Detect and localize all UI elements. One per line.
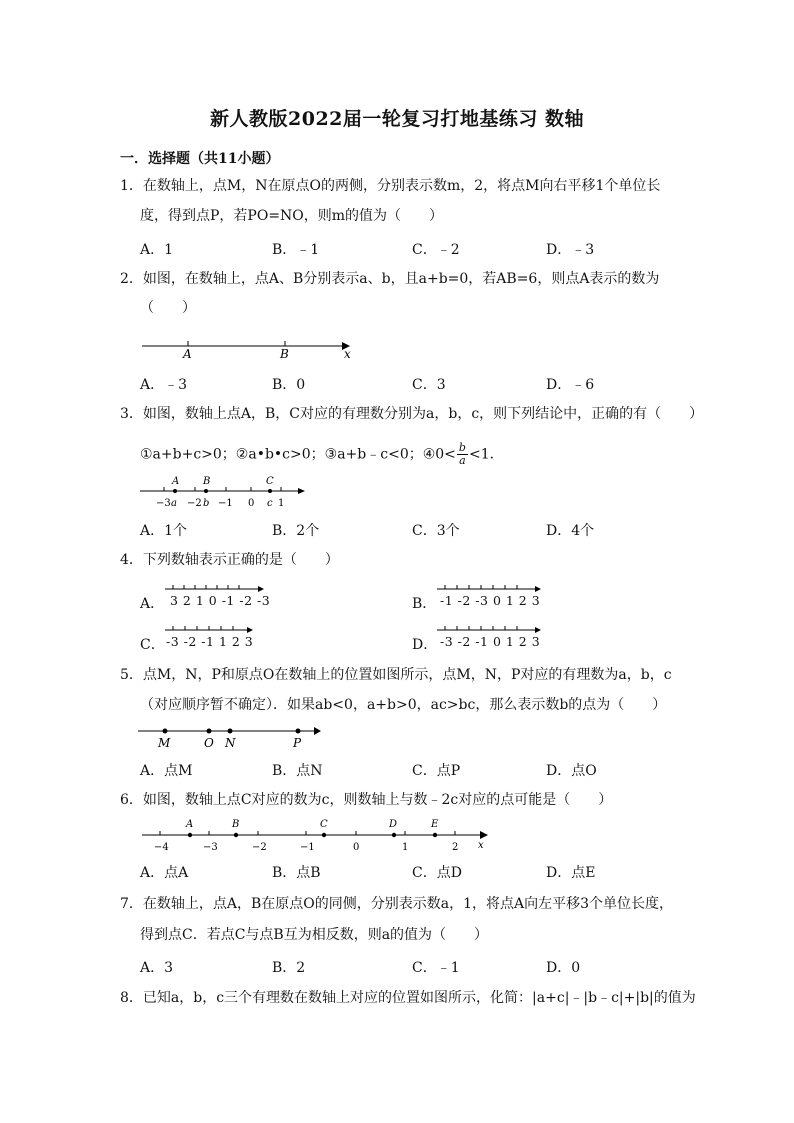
- q5-label-p: P: [293, 736, 302, 750]
- q2-line2: （ ）: [140, 300, 196, 316]
- q3-label-b: B: [203, 476, 211, 487]
- q3-line2: [140, 442, 504, 467]
- q6-tick-neg3: −3: [203, 842, 218, 853]
- q5-label-m: M: [158, 736, 171, 750]
- q6-option-a: A．点A: [140, 865, 189, 881]
- q4-line1: 4．下列数轴表示正确的是（ ）: [120, 552, 339, 568]
- q3-label-c: C: [266, 476, 274, 487]
- section-heading: 一．选择题（共11小题）: [120, 151, 280, 167]
- q6-option-c: C．点D: [412, 865, 462, 881]
- q2-option-d: D．﹣6: [546, 377, 595, 393]
- q5-number-line: [130, 722, 330, 752]
- q4-option-d: D．: [412, 637, 438, 653]
- q2-option-a: A．﹣3: [140, 377, 188, 393]
- q6-tick-neg4: −4: [154, 842, 169, 853]
- q5-label-o: O: [204, 736, 214, 750]
- q5-label-n: N: [225, 736, 236, 750]
- q4-option-c: C．: [140, 637, 165, 653]
- q7-option-d: D．0: [546, 960, 581, 976]
- q5-option-d: D．点O: [546, 763, 597, 779]
- q3-tick-neg3: −3: [156, 498, 171, 509]
- q3-fraction-numerator: b: [458, 441, 466, 454]
- q6-line1: 6．如图，数轴上点C对应的数为c，则数轴上与数﹣2c对应的点可能是（ ）: [120, 792, 613, 808]
- q6-number-line: [130, 815, 500, 853]
- q2-line1: 2．如图，在数轴上，点A、B分别表示a、b，且a+b=0，若AB=6，则点A表示的数为: [120, 271, 660, 287]
- q3-statements: ①a+b+c>0；②a•b•c>0；③a+b﹣c<0；④0<: [140, 446, 456, 463]
- q3-tick-b: b: [203, 498, 210, 509]
- q3-option-b: B．2个: [272, 523, 320, 539]
- q3-label-a: A: [172, 476, 180, 487]
- q5-option-a: A．点M: [140, 763, 193, 779]
- q4-axis-b-labels: -1 -2 -3 0 1 2 3: [440, 593, 541, 608]
- q1-option-d: D．﹣3: [546, 242, 595, 258]
- q6-tick-neg2: −2: [252, 842, 267, 853]
- q3-tick-neg2: −2: [187, 498, 202, 509]
- q7-option-b: B．2: [272, 960, 306, 976]
- q5-line2: （对应顺序暂不确定）．如果ab<0，a+b>0，ac>bc，那么表示数b的点为（ ）: [140, 697, 667, 713]
- q3-fraction: [457, 442, 468, 467]
- q2-label-x: x: [344, 347, 351, 361]
- q3-tick-0: 0: [248, 498, 255, 509]
- q3-tick-neg1: −1: [218, 498, 233, 509]
- page-title: 新人教版2022届一轮复习打地基练习 数轴: [210, 108, 584, 130]
- q1-option-b: B．﹣1: [272, 242, 320, 258]
- q2-option-c: C．3: [412, 377, 446, 393]
- q7-option-c: C．﹣1: [412, 960, 460, 976]
- q6-tick-0: 0: [353, 842, 360, 853]
- q4-axis-c-labels: -3 -2 -1 1 2 3: [166, 634, 254, 649]
- q3-fraction-denominator: a: [459, 454, 466, 467]
- q6-tick-neg1: −1: [300, 842, 315, 853]
- q8-line1: 8．已知a，b，c三个有理数在数轴上对应的位置如图所示，化简：|a+c|﹣|b﹣c|+|b|的值为: [120, 990, 696, 1006]
- q4-option-a: A．: [140, 596, 165, 612]
- q1-line1: 1．在数轴上，点M，N在原点O的两侧，分别表示数m，2，将点M向右平移1个单位长: [120, 178, 661, 194]
- q6-tick-1: 1: [402, 842, 409, 853]
- q4-axis-a-labels: 3 2 1 0 -1 -2 -3: [170, 593, 271, 608]
- q1-line2: 度，得到点P，若PO=NO，则m的值为（ ）: [140, 208, 444, 224]
- q1-option-c: C．﹣2: [412, 242, 460, 258]
- q2-number-line: [130, 330, 370, 362]
- q3-option-a: A．1个: [140, 523, 188, 539]
- q3-option-c: C．3个: [412, 523, 460, 539]
- q5-option-c: C．点P: [412, 763, 461, 779]
- q7-line2: 得到点C．若点C与点B互为相反数，则a的值为（ ）: [140, 927, 489, 943]
- q6-label-a: A: [186, 819, 194, 830]
- q6-label-c: C: [320, 819, 328, 830]
- q6-tick-2: 2: [452, 842, 459, 853]
- q3-tick-a: a: [171, 498, 177, 509]
- q2-label-a: A: [183, 347, 192, 361]
- q6-label-d: D: [389, 819, 398, 830]
- q3-option-d: D．4个: [546, 523, 595, 539]
- q3-statements-end: <1．: [468, 446, 504, 463]
- q1-option-a: A．1: [140, 242, 174, 258]
- q7-option-a: A．3: [140, 960, 174, 976]
- q2-option-b: B．0: [272, 377, 306, 393]
- q3-number-line: [130, 472, 320, 512]
- q5-line1: 5．点M，N，P和原点O在数轴上的位置如图所示，点M，N，P对应的有理数为a，b，c: [120, 667, 672, 683]
- q6-option-d: D．点E: [546, 865, 596, 881]
- q2-label-b: B: [280, 347, 289, 361]
- q4-axis-d-labels: -3 -2 -1 0 1 2 3: [440, 634, 541, 649]
- q4-option-b: B．: [412, 596, 437, 612]
- q6-label-e: E: [431, 819, 439, 830]
- q6-option-b: B．点B: [272, 865, 321, 881]
- q6-label-x: x: [478, 840, 484, 851]
- q3-tick-1: 1: [278, 498, 285, 509]
- q7-line1: 7．在数轴上，点A，B在原点O的同侧，分别表示数a，1，将点A向左平移3个单位长度，: [120, 896, 674, 912]
- q3-tick-c: c: [267, 498, 273, 509]
- q3-line1: 3．如图，数轴上点A，B，C对应的有理数分别为a，b，c，则下列结论中，正确的有（ ）: [120, 406, 704, 422]
- q5-option-b: B．点N: [272, 763, 323, 779]
- q6-label-b: B: [232, 819, 240, 830]
